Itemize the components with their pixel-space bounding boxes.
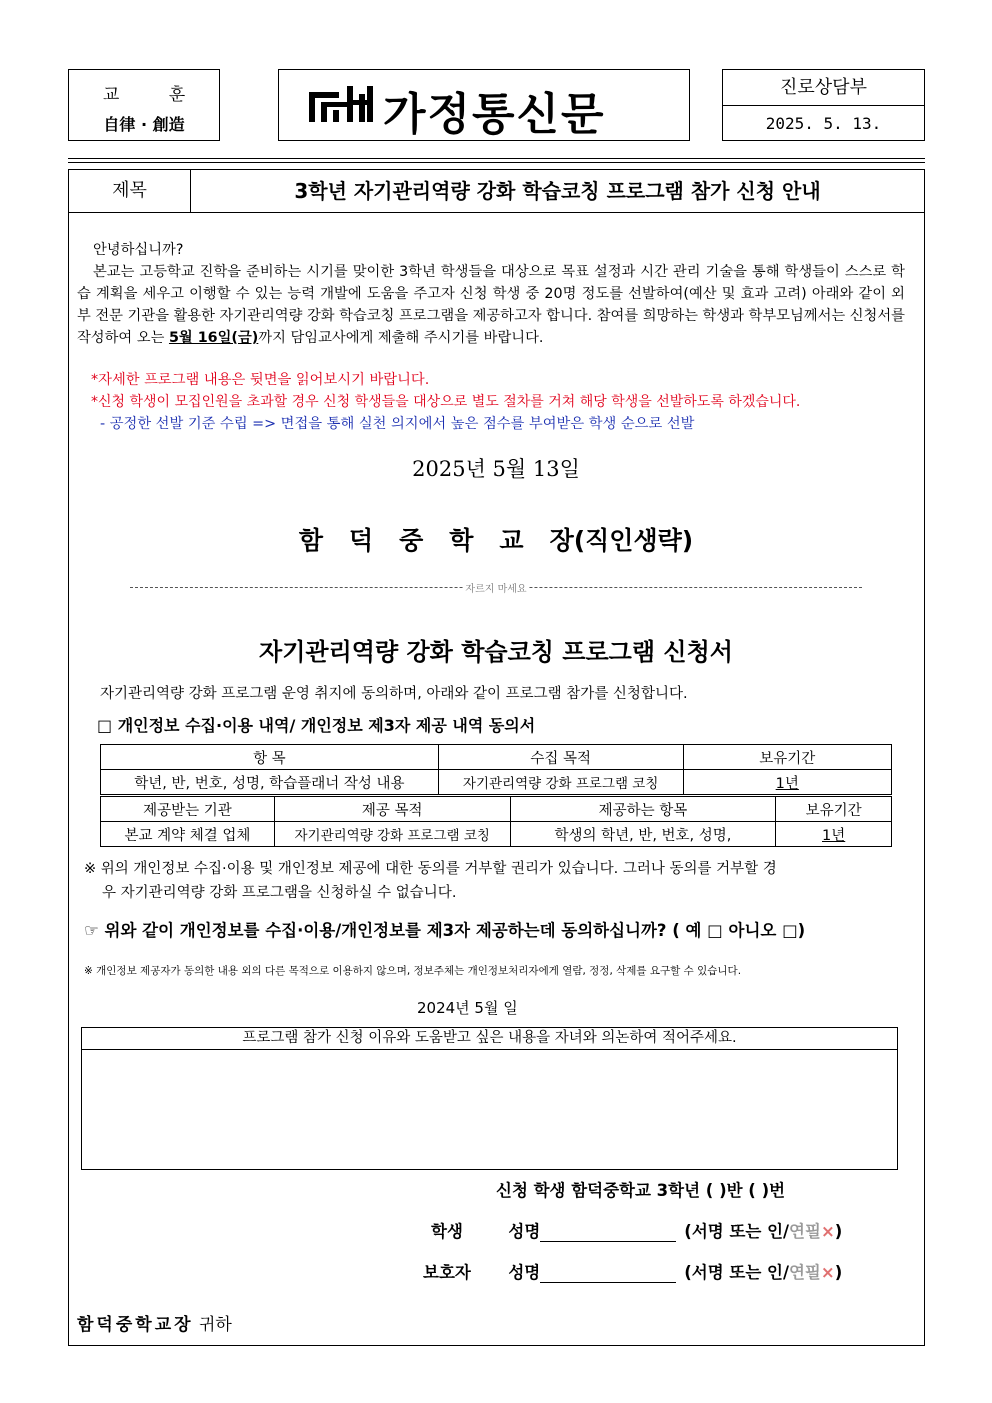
provision-table xyxy=(100,796,892,847)
subject-row xyxy=(69,170,924,213)
addressee-school: 함덕중학교장 xyxy=(77,1315,194,1335)
table-cell: 1년 xyxy=(683,770,891,795)
refusal-note-line1: ※ 위의 개인정보 수집·이용 및 개인정보 제공에 대한 동의를 거부할 권리가 있습니다. 그러나 동의를 거부할 경 xyxy=(84,861,777,877)
principal-line xyxy=(0,521,992,557)
school-motto-box xyxy=(68,69,220,141)
form-intro: 자기관리역량 강화 프로그램 운영 취지에 동의하며, 아래와 같이 프로그램 참가를 신청합니다. xyxy=(100,686,688,702)
motto-text: 自律 · 創造 xyxy=(103,115,185,134)
main-paragraph-end: 까지 담임교사에게 제출해 주시기를 바랍니다. xyxy=(258,330,544,346)
applicant-line[interactable]: 신청 학생 함덕중학교 3학년 ( )반 ( )번 xyxy=(496,1181,786,1200)
table-header-cell: 수집 목적 xyxy=(438,745,683,770)
guardian-name-field[interactable] xyxy=(540,1265,676,1283)
collection-table xyxy=(100,744,892,795)
issue-date: 2025. 5. 13. xyxy=(765,114,882,133)
name-label: 성명 xyxy=(508,1222,541,1241)
form-title: 자기관리역량 강화 학습코칭 프로그램 신청서 xyxy=(259,638,733,666)
table-header-cell: 보유기간 xyxy=(683,745,891,770)
principal-title: 장(직인생략) xyxy=(549,526,694,555)
student-signature-line: 학생 성명 (서명 또는 인/연필×) xyxy=(431,1222,843,1241)
guardian-signature-line: 보호자 성명 (서명 또는 인/연필×) xyxy=(423,1263,843,1282)
refusal-note xyxy=(84,857,916,905)
table-header-row xyxy=(101,797,892,822)
table-header-cell: 제공받는 기관 xyxy=(101,797,275,822)
cut-line-text: 자르지 마세요 xyxy=(465,584,527,595)
main-paragraph xyxy=(77,261,905,349)
department-name: 진로상담부 xyxy=(723,70,924,106)
signed-date: 2025년 5월 13일 xyxy=(412,457,580,481)
table-cell: 학생의 학년, 반, 번호, 성명, xyxy=(510,822,776,847)
note-selection-criteria: - 공정한 선발 기준 수립 => 면접을 통해 실천 의지에서 높은 점수를 부여받은 학생 순으로 선발 xyxy=(100,416,695,432)
table-cell: 학년, 반, 번호, 성명, 학습플래너 작성 내용 xyxy=(101,770,439,795)
table-header-cell: 제공 목적 xyxy=(274,797,510,822)
divider xyxy=(68,158,925,159)
school-name: 함덕중학교 xyxy=(298,526,550,555)
table-header-cell: 제공하는 항목 xyxy=(510,797,776,822)
subject-label: 제목 xyxy=(69,170,191,212)
masthead xyxy=(278,69,690,141)
consent-heading: □ 개인정보 수집·이용 내역/ 개인정보 제3자 제공 내역 동의서 xyxy=(97,716,536,735)
newspaper-name: 가정통신문 xyxy=(383,89,606,140)
motto-label: 교 훈 xyxy=(102,85,208,105)
reason-box[interactable] xyxy=(81,1027,898,1170)
cut-line xyxy=(130,580,862,594)
school-logo-icon xyxy=(307,84,377,128)
student-label: 학생 xyxy=(431,1222,463,1241)
table-cell: 1년 xyxy=(776,822,892,847)
table-header-cell: 보유기간 xyxy=(776,797,892,822)
consent-question[interactable]: ☞ 위와 같이 개인정보를 수집·이용/개인정보를 제3자 제공하는데 동의하십니까? ( 예 □ 아니오 □) xyxy=(84,921,806,940)
privacy-small-note: ※ 개인정보 제공자가 동의한 내용 외의 다른 목적으로 이용하지 않으며, 정보주체는 개인정보처리자에게 열람, 정정, 삭제를 요구할 수 있습니다. xyxy=(84,965,742,977)
note-selection: *신청 학생이 모집인원을 초과할 경우 신청 학생들을 대상으로 별도 절차를 거쳐 해당 학생을 선발하도록 하겠습니다. xyxy=(91,394,801,410)
refusal-note-line2: 우 자기관리역량 강화 프로그램을 신청하실 수 없습니다. xyxy=(102,885,457,901)
divider xyxy=(68,162,925,163)
table-cell: 자기관리역량 강화 프로그램 코칭 xyxy=(274,822,510,847)
table-cell: 자기관리역량 강화 프로그램 코칭 xyxy=(438,770,683,795)
note-back-page: *자세한 프로그램 내용은 뒷면을 읽어보시기 바랍니다. xyxy=(91,372,430,388)
table-header-row xyxy=(101,745,892,770)
table-header-cell: 항 목 xyxy=(101,745,439,770)
table-cell: 본교 계약 체결 업체 xyxy=(101,822,275,847)
addressee-suffix: 귀하 xyxy=(198,1315,232,1335)
form-date: 2024년 5월 일 xyxy=(417,999,518,1017)
table-row xyxy=(101,822,892,847)
addressee xyxy=(77,1310,232,1335)
subject-title: 3학년 자기관리역량 강화 학습코칭 프로그램 참가 신청 안내 xyxy=(294,179,821,203)
student-name-field[interactable] xyxy=(540,1224,676,1242)
greeting: 안녕하십니까? xyxy=(93,242,184,258)
reason-heading: 프로그램 참가 신청 이유와 도움받고 싶은 내용을 자녀와 의논하여 적어주세요. xyxy=(82,1028,897,1050)
name-label: 성명 xyxy=(508,1263,541,1282)
guardian-label: 보호자 xyxy=(423,1263,471,1282)
department-box xyxy=(722,69,925,141)
deadline: 5월 16일(금) xyxy=(168,330,259,346)
table-row xyxy=(101,770,892,795)
main-paragraph-text: 본교는 고등학교 진학을 준비하는 시기를 맞이한 3학년 학생들을 대상으로 목표 설정과 시간 관리 기술을 통해 학생들이 스스로 학습 계획을 세우고 이행할 수 있는 능력 개발에 도움을 주고자 신청 학생 중 20명 정도를 선발하여(예산 및 효과 고려) 아래와 같이 외부 전문 기관을 활용한 자기관리역량 강화 학습코칭 프로그램을 제공하고자 합니다. 참여를 희망하는 학생과 학부모님께서는 신청서를 작성하여 오는 xyxy=(77,264,905,346)
